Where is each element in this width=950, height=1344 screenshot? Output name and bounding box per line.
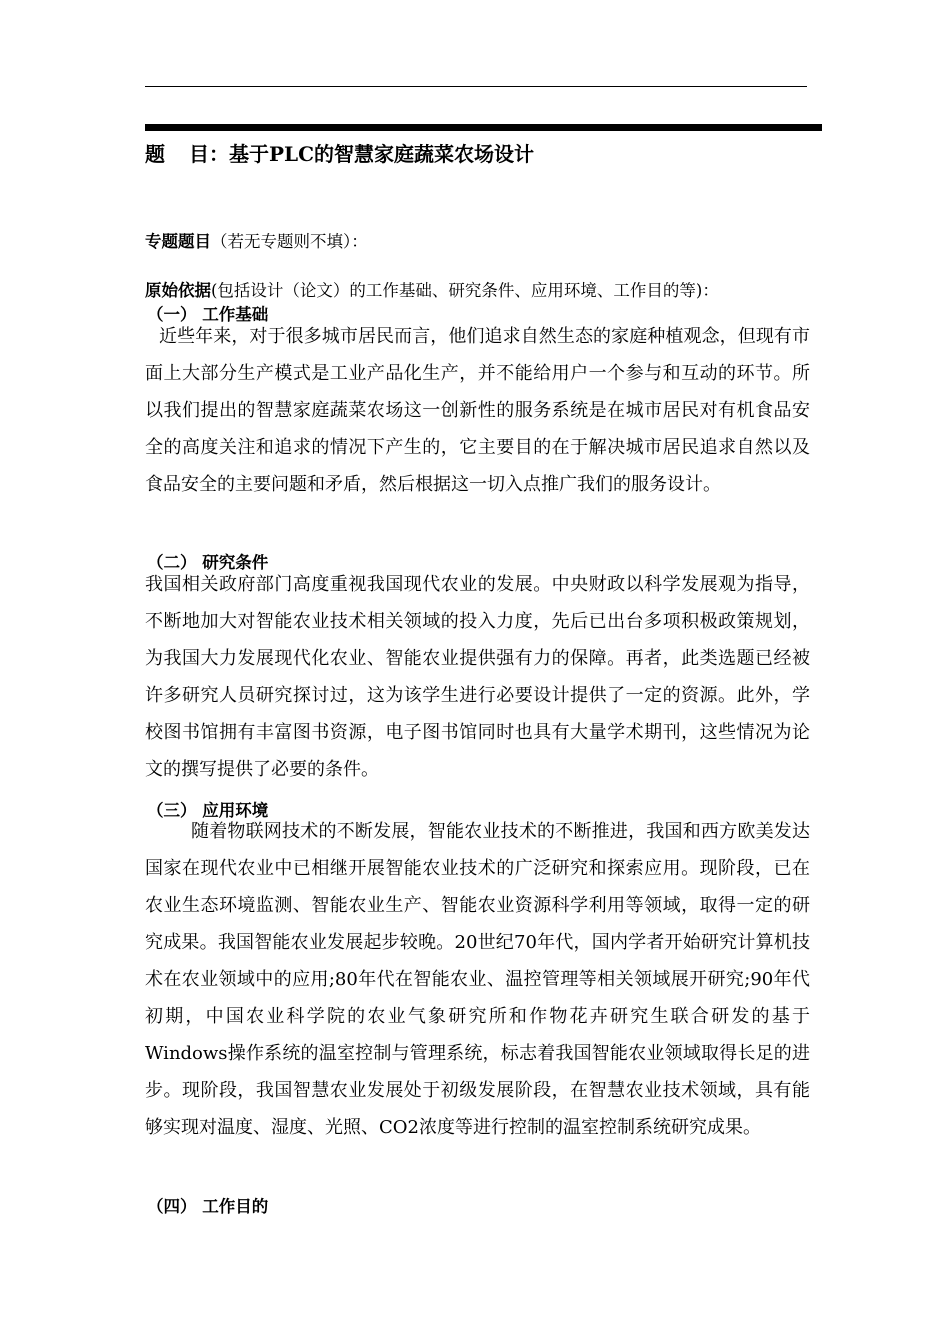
topic-label: 专题题目	[145, 232, 211, 251]
title-label-2: 目：	[189, 142, 229, 166]
section-heading-4: （四） 工作目的	[147, 1197, 269, 1216]
topic-line	[145, 228, 368, 252]
title-text: 基于PLC的智慧家庭蔬菜农场设计	[229, 142, 535, 166]
topic-note: （若无专题则不填）：	[211, 232, 368, 251]
section-text-2: 我国相关政府部门高度重视我国现代农业的发展。中央财政以科学发展观为指导，不断地加大对智能农业技术相关领域的投入力度，先后已出台多项积极政策规划，为我国大力发展现代化农业、智能农业提供强有力的保障。再者，此类选题已经被许多研究人员研究探讨过，这为该学生进行必要设计提供了一定的资源。此外，学校图书馆拥有丰富图书资源，电子图书馆同时也具有大量学术期刊，这些情况为论文的撰写提供了必要的条件。	[145, 574, 810, 780]
header-rule-thick	[145, 124, 822, 131]
section-text-1: 近些年来，对于很多城市居民而言，他们追求自然生态的家庭种植观念，但现有市面上大部分生产模式是工业产品化生产，并不能给用户一个参与和互动的环节。所以我们提出的智慧家庭蔬菜农场这一创新性的服务系统是在城市居民对有机食品安全的高度关注和追求的情况下产生的，它主要目的在于解决城市居民追求自然以及食品安全的主要问题和矛盾，然后根据这一切入点推广我们的服务设计。	[145, 326, 810, 495]
basis-label: 原始依据	[145, 281, 211, 300]
basis-note: (包括设计（论文）的工作基础、研究条件、应用环境、工作目的等)：	[211, 281, 719, 300]
section-heading-2: （二） 研究条件	[147, 553, 269, 572]
document-title	[145, 138, 534, 167]
basis-line	[145, 277, 719, 301]
section-heading-3: （三） 应用环境	[147, 801, 269, 820]
title-label-1: 题	[145, 142, 165, 166]
section-heading-1: （一） 工作基础	[147, 305, 269, 324]
section-text-3: 随着物联网技术的不断发展，智能农业技术的不断推进，我国和西方欧美发达国家在现代农业中已相继开展智能农业技术的广泛研究和探索应用。现阶段，已在农业生态环境监测、智能农业生产、智能农业资源科学利用等领域，取得一定的研究成果。我国智能农业发展起步较晚。20世纪70年代，国内学者开始研究计算机技术在农业领域中的应用;80年代在智能农业、温控管理等相关领域展开研究;90年代初期，中国农业科学院的农业气象研究所和作物花卉研究生联合研发的基于Windows操作系统的温室控制与管理系统，标志着我国智能农业领域取得长足的进步。现阶段，我国智慧农业发展处于初级发展阶段，在智慧农业技术领域，具有能够实现对温度、湿度、光照、CO2浓度等进行控制的温室控制系统研究成果。	[145, 821, 810, 1138]
header-rule-thin	[145, 86, 807, 87]
